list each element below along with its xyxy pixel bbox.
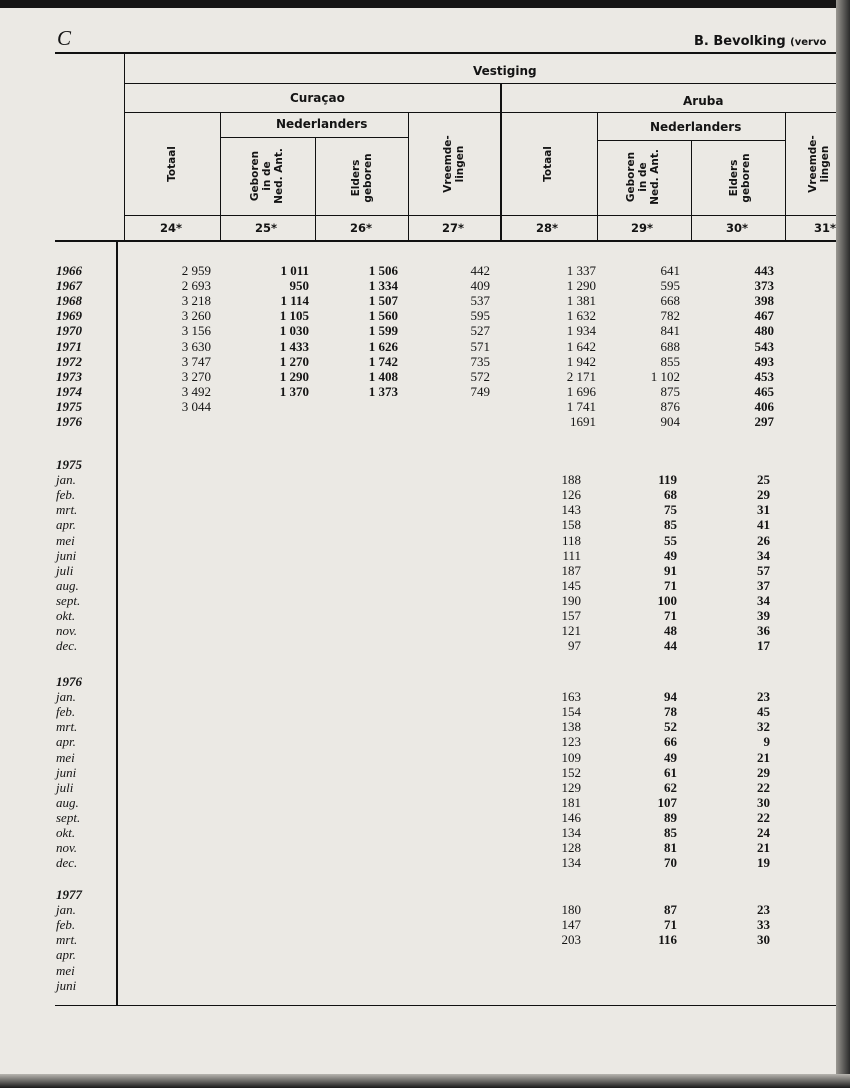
table-cell: 442 xyxy=(470,263,490,278)
table-cell: 91 xyxy=(664,562,677,578)
table-cell: 3 218 xyxy=(181,293,211,309)
table-cell: 52 xyxy=(664,719,677,735)
table-cell: 34 xyxy=(757,547,770,563)
table-cell: 121 xyxy=(561,623,581,639)
section-continued: (vervo xyxy=(790,37,827,48)
curacao-header: Curaçao xyxy=(290,91,345,105)
table-cell: 49 xyxy=(664,749,677,765)
month-label: feb. xyxy=(56,487,76,503)
table-cell: 163 xyxy=(561,689,581,705)
table-cell: 39 xyxy=(757,608,770,623)
table-cell: 154 xyxy=(561,704,581,720)
table-cell: 1 599 xyxy=(368,323,398,339)
table-cell: 187 xyxy=(561,562,581,578)
table-cell: 1 742 xyxy=(368,353,398,369)
table-cell: 30 xyxy=(757,932,770,948)
table-cell: 406 xyxy=(754,398,774,414)
table-cell: 571 xyxy=(470,338,490,354)
rule-colnum-top xyxy=(124,215,836,216)
table-cell: 152 xyxy=(561,764,581,780)
rule-nl-curacao xyxy=(220,137,408,138)
month-label: juni xyxy=(56,547,77,563)
table-cell: 109 xyxy=(561,749,581,765)
colnum-29: 29* xyxy=(631,221,654,235)
table-cell: 1 408 xyxy=(368,368,398,384)
page-edge-top xyxy=(0,0,850,8)
table-cell: 1 626 xyxy=(368,338,398,354)
month-label: aug. xyxy=(56,794,79,810)
table-cell: 2 171 xyxy=(566,368,596,384)
table-cell: 22 xyxy=(757,809,770,825)
month-label: mei xyxy=(56,962,75,978)
month-label: jan. xyxy=(56,689,76,705)
table-cell: 45 xyxy=(757,704,770,720)
table-cell: 49 xyxy=(664,547,677,563)
rule-island xyxy=(124,112,836,113)
table-cell: 641 xyxy=(660,263,680,278)
table-cell: 23 xyxy=(757,689,770,705)
table-cell: 107 xyxy=(657,794,677,810)
table-cell: 30 xyxy=(757,794,770,810)
table-cell: 688 xyxy=(660,338,680,354)
year-label: 1974 xyxy=(56,383,82,399)
table-cell: 34 xyxy=(757,592,770,608)
table-cell: 3 044 xyxy=(181,398,211,414)
vestiging-header: Vestiging xyxy=(473,64,537,78)
table-cell: 398 xyxy=(754,293,774,309)
table-cell: 1 696 xyxy=(566,383,596,399)
table-cell: 146 xyxy=(561,809,581,825)
month-label: okt. xyxy=(56,825,76,840)
table-cell: 1 560 xyxy=(368,308,398,324)
table-cell: 61 xyxy=(664,764,677,780)
table-cell: 3 492 xyxy=(181,383,211,399)
table-cell: 71 xyxy=(664,608,677,623)
table-cell: 41 xyxy=(757,517,770,533)
table-cell: 134 xyxy=(561,855,581,871)
table-cell: 480 xyxy=(754,323,774,339)
table-cell: 97 xyxy=(568,638,581,654)
table-cell: 453 xyxy=(754,368,774,384)
block-year-label: 1975 xyxy=(56,457,82,472)
rule-colnum-bottom xyxy=(55,240,836,242)
month-label: jan. xyxy=(56,472,76,488)
colnum-30: 30* xyxy=(726,221,749,235)
table-cell: 373 xyxy=(754,278,774,294)
table-cell: 48 xyxy=(664,623,677,639)
table-cell: 134 xyxy=(561,825,581,840)
table-cell: 66 xyxy=(664,734,677,750)
month-label: juni xyxy=(56,764,77,780)
table-cell: 26 xyxy=(757,532,770,548)
month-label: nov. xyxy=(56,623,78,639)
month-label: juni xyxy=(56,977,77,993)
table-cell: 782 xyxy=(660,308,680,324)
table-cell: 37 xyxy=(757,577,770,593)
table-cell: 467 xyxy=(754,308,774,324)
table-cell: 21 xyxy=(757,749,770,765)
month-label: mei xyxy=(56,749,75,765)
table-cell: 138 xyxy=(561,719,581,735)
table-cell: 2 959 xyxy=(181,263,211,278)
table-cell: 87 xyxy=(664,902,677,918)
year-label: 1972 xyxy=(56,353,82,369)
rule-left xyxy=(124,53,125,242)
table-cell: 100 xyxy=(657,592,677,608)
month-label: dec. xyxy=(56,638,78,654)
month-label: apr. xyxy=(56,517,76,533)
month-label: juli xyxy=(56,562,74,578)
table-cell: 22 xyxy=(757,779,770,795)
table-cell: 44 xyxy=(664,638,677,654)
table-cell: 543 xyxy=(754,338,774,354)
year-label: 1971 xyxy=(56,338,82,354)
table-cell: 19 xyxy=(757,855,770,871)
colnum-31: 31* xyxy=(814,221,837,235)
rule-vestiging xyxy=(124,83,836,84)
year-label: 1969 xyxy=(56,308,82,324)
table-cell: 89 xyxy=(664,809,677,825)
table-cell: 128 xyxy=(561,840,581,856)
table-cell: 493 xyxy=(754,353,774,369)
table-cell: 188 xyxy=(561,472,581,488)
table-cell: 145 xyxy=(561,577,581,593)
table-cell: 572 xyxy=(470,368,490,384)
table-cell: 181 xyxy=(561,794,581,810)
page-edge-right xyxy=(836,0,850,1088)
table-cell: 1 506 xyxy=(368,263,398,278)
table-cell: 126 xyxy=(561,487,581,503)
table-cell: 735 xyxy=(470,353,490,369)
colnum-28: 28* xyxy=(536,221,559,235)
month-label: jan. xyxy=(56,902,76,918)
month-label: apr. xyxy=(56,947,76,963)
table-cell: 1 290 xyxy=(566,278,596,294)
table-cell: 70 xyxy=(664,855,677,871)
table-cell: 950 xyxy=(289,278,309,294)
table-cell: 1 105 xyxy=(279,308,309,324)
month-label: dec. xyxy=(56,855,78,871)
table-cell: 36 xyxy=(757,623,770,639)
table-cell: 143 xyxy=(561,502,581,518)
table-cell: 904 xyxy=(660,414,680,429)
month-label: mrt. xyxy=(56,932,78,948)
table-cell: 1 030 xyxy=(279,323,309,339)
block-year-label: 1976 xyxy=(56,674,82,689)
table-cell: 1 102 xyxy=(650,368,680,384)
table-cell: 855 xyxy=(660,353,680,369)
table-cell: 116 xyxy=(658,932,677,948)
table-cell: 1 642 xyxy=(566,338,596,354)
table-cell: 33 xyxy=(757,917,770,933)
table-cell: 2 693 xyxy=(181,278,211,294)
colnum-24: 24* xyxy=(160,221,183,235)
page-letter: C xyxy=(57,26,72,50)
table-cell: 29 xyxy=(757,487,770,503)
block-year-label: 1977 xyxy=(56,887,82,902)
table-cell: 1 433 xyxy=(279,338,309,354)
table-cell: 32 xyxy=(757,719,770,735)
table-cell: 25 xyxy=(757,472,770,488)
table-cell: 1 373 xyxy=(368,383,398,399)
table-cell: 443 xyxy=(754,263,774,278)
table-cell: 749 xyxy=(470,383,490,399)
month-label: mei xyxy=(56,532,75,548)
rule-curacao-aruba xyxy=(500,83,502,241)
table-cell: 3 156 xyxy=(181,323,211,339)
table-cell: 31 xyxy=(757,502,770,518)
table-cell: 1 337 xyxy=(566,263,596,278)
aruba-nederlanders-header: Nederlanders xyxy=(650,120,742,134)
table-cell: 9 xyxy=(763,734,770,750)
month-label: apr. xyxy=(56,734,76,750)
table-cell: 1 270 xyxy=(279,353,309,369)
table-cell: 157 xyxy=(561,608,581,623)
table-cell: 55 xyxy=(664,532,677,548)
table-cell: 3 260 xyxy=(181,308,211,324)
table-cell: 57 xyxy=(757,562,770,578)
rule-curacao-totaal xyxy=(220,112,221,241)
table-cell: 190 xyxy=(561,592,581,608)
rule-curacao-geboren xyxy=(315,137,316,241)
table-cell: 71 xyxy=(664,577,677,593)
table-cell: 29 xyxy=(757,764,770,780)
year-label: 1966 xyxy=(56,263,82,278)
year-label: 1970 xyxy=(56,323,82,339)
table-cell: 1 370 xyxy=(279,383,309,399)
table-cell: 3 270 xyxy=(181,368,211,384)
section-letter: B. xyxy=(694,34,709,49)
table-cell: 527 xyxy=(470,323,490,339)
year-label: 1967 xyxy=(56,278,82,294)
rule-aruba-elders xyxy=(785,112,786,241)
table-cell: 1 011 xyxy=(280,263,309,278)
table-cell: 118 xyxy=(561,532,581,548)
table-cell: 1 934 xyxy=(566,323,596,339)
table-cell: 23 xyxy=(757,902,770,918)
aruba-header: Aruba xyxy=(683,94,724,108)
table-cell: 203 xyxy=(561,932,581,948)
rule-aruba-totaal xyxy=(597,112,598,241)
table-cell: 3 630 xyxy=(181,338,211,354)
section-title: Bevolking xyxy=(713,34,786,49)
table-cell: 1 114 xyxy=(280,293,309,309)
table-cell: 465 xyxy=(754,383,774,399)
table-cell: 668 xyxy=(660,293,680,309)
table-cell: 94 xyxy=(664,689,677,705)
table-cell: 85 xyxy=(664,517,677,533)
rule-stub xyxy=(116,240,118,1005)
month-label: okt. xyxy=(56,608,76,623)
table-cell: 119 xyxy=(658,472,677,488)
year-label: 1973 xyxy=(56,368,82,384)
colnum-25: 25* xyxy=(255,221,278,235)
colnum-26: 26* xyxy=(350,221,373,235)
table-cell: 876 xyxy=(660,398,680,414)
table-cell: 595 xyxy=(470,308,490,324)
year-label: 1976 xyxy=(56,414,82,429)
table-cell: 21 xyxy=(757,840,770,856)
table-cell: 180 xyxy=(561,902,581,918)
table-cell: 81 xyxy=(664,840,677,856)
table-cell: 537 xyxy=(470,293,490,309)
table-cell: 875 xyxy=(660,383,680,399)
year-label: 1975 xyxy=(56,398,82,414)
table-cell: 123 xyxy=(561,734,581,750)
table-cell: 297 xyxy=(754,414,774,429)
table-cell: 409 xyxy=(470,278,490,294)
table-cell: 841 xyxy=(660,323,680,339)
table-cell: 68 xyxy=(664,487,677,503)
table-cell: 129 xyxy=(561,779,581,795)
month-label: aug. xyxy=(56,577,79,593)
table-cell: 78 xyxy=(664,704,677,720)
section-header xyxy=(694,34,826,49)
page-edge-bottom xyxy=(0,1074,850,1088)
table-cell: 595 xyxy=(660,278,680,294)
month-label: mrt. xyxy=(56,719,78,735)
table-cell: 85 xyxy=(664,825,677,840)
table-cell: 1691 xyxy=(570,414,596,429)
month-label: feb. xyxy=(56,704,76,720)
table-cell: 1 334 xyxy=(368,278,398,294)
rule-bottom xyxy=(55,1005,836,1006)
table-cell: 1 632 xyxy=(566,308,596,324)
table-cell: 3 747 xyxy=(181,353,211,369)
table-cell: 75 xyxy=(664,502,677,518)
month-label: feb. xyxy=(56,917,76,933)
month-label: juli xyxy=(56,779,74,795)
table-cell: 24 xyxy=(757,825,770,840)
rule-top xyxy=(55,52,836,54)
month-label: nov. xyxy=(56,840,78,856)
month-label: sept. xyxy=(56,592,81,608)
table-cell: 147 xyxy=(561,917,581,933)
table-cell: 1 381 xyxy=(566,293,596,309)
table-cell: 17 xyxy=(757,638,770,654)
rule-curacao-elders xyxy=(408,112,409,241)
colnum-27: 27* xyxy=(442,221,465,235)
table-cell: 62 xyxy=(664,779,677,795)
table-cell: 1 942 xyxy=(566,353,596,369)
curacao-nederlanders-header: Nederlanders xyxy=(276,117,368,131)
table-cell: 111 xyxy=(562,547,581,563)
month-label: mrt. xyxy=(56,502,78,518)
table-cell: 1 741 xyxy=(566,398,596,414)
year-label: 1968 xyxy=(56,293,82,309)
rule-aruba-geboren xyxy=(691,140,692,241)
month-label: sept. xyxy=(56,809,81,825)
table-cell: 71 xyxy=(664,917,677,933)
table-cell: 1 507 xyxy=(368,293,398,309)
table-cell: 158 xyxy=(561,517,581,533)
table-cell: 1 290 xyxy=(279,368,309,384)
